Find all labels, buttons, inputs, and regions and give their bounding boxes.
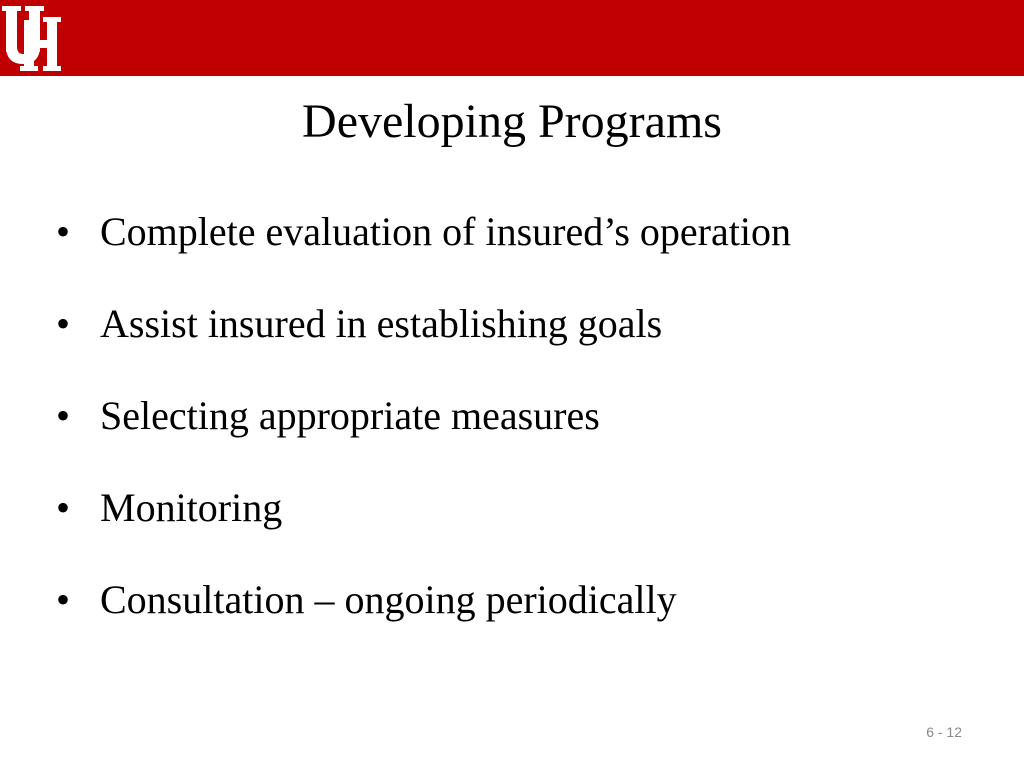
bullet-icon: • xyxy=(56,393,71,438)
list-item xyxy=(56,384,976,476)
list-item xyxy=(56,476,976,568)
bullet-text: Complete evaluation of insured’s operation xyxy=(100,209,791,254)
bullet-icon: • xyxy=(56,577,71,622)
page-number: 6 - 12 xyxy=(926,724,962,740)
list-item xyxy=(56,292,976,384)
bullet-text: Monitoring xyxy=(100,485,283,530)
bullet-icon: • xyxy=(56,301,71,346)
bullet-list xyxy=(56,200,976,660)
bullet-text: Assist insured in establishing goals xyxy=(100,301,663,346)
slide-title: Developing Programs xyxy=(302,95,722,148)
bullet-text: Consultation – ongoing periodically xyxy=(100,577,677,622)
list-item xyxy=(56,200,976,292)
bullet-icon: • xyxy=(56,209,71,254)
bullet-icon: • xyxy=(56,485,71,530)
bullet-text: Selecting appropriate measures xyxy=(100,393,600,438)
header-bar xyxy=(0,0,1024,76)
list-item xyxy=(56,568,976,660)
uh-logo-icon xyxy=(2,2,62,74)
